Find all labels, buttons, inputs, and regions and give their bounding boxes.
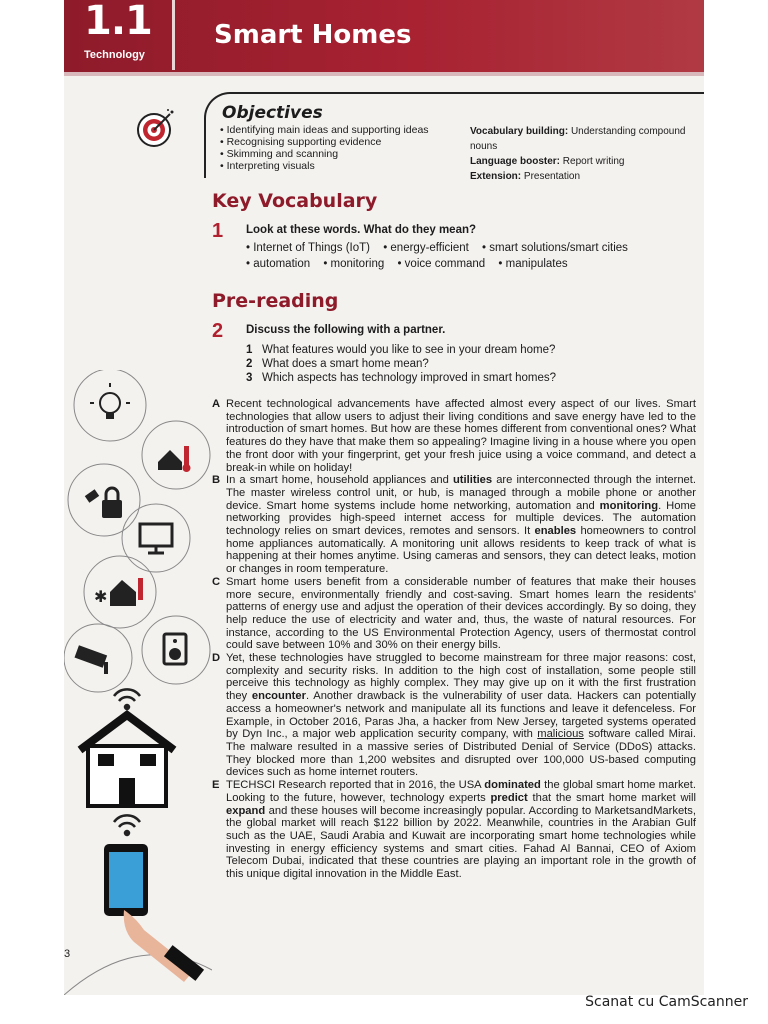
question-text: What does a smart home mean? [262, 358, 429, 370]
paragraph-text [226, 652, 696, 778]
bold-term: monitoring [599, 499, 659, 512]
exercise-number: 1 [212, 220, 224, 242]
paragraph-letter: B [212, 474, 221, 487]
monitor-icon [140, 524, 172, 553]
text-run: . Home networking provides high-speed internet access for multiple devices. The automation technology relies on smart devices, remotes and sensors. It [226, 499, 696, 538]
objective-item: • Interpreting visuals [220, 160, 315, 172]
text-run: and these houses will become increasingly popular. According to MarketsandMarkets, the global market will reach $122 billion by 2022. Meanwhile, countries in the Arabian Gulf such as the UAE, Saudi Arabia and Kuwait are incorporating smart home technologies while investing in energy efficiency systems and smart cities. Fahad Al Bannai, CEO of Axiom Telecom Dubai, indicated that these countries are playing an important role in the growth of this unique digital innovation in the Middle East. [226, 804, 696, 881]
objectives-list [220, 124, 429, 172]
language-booster-value: Report writing [562, 156, 625, 167]
bold-term: enables [534, 525, 577, 538]
objectives-skills [470, 124, 704, 184]
text-run: TECHSCI Research reported that in 2016, the USA [226, 779, 485, 792]
vocab-row [246, 242, 638, 254]
question-number: 3 [246, 372, 253, 384]
question-row [246, 358, 429, 370]
smartphone-icon [104, 844, 148, 916]
reading-paragraph [212, 652, 696, 779]
key-vocabulary-title: Key Vocabulary [212, 190, 378, 212]
hand-icon [124, 910, 204, 982]
vocab-item: • smart solutions/smart cities [482, 242, 628, 254]
reading-paragraph [212, 474, 696, 576]
paragraph-letter: A [212, 398, 221, 410]
language-booster-label: Language booster: [470, 156, 561, 167]
objective-item: • Recognising supporting evidence [220, 136, 382, 148]
vocab-item: • automation [246, 258, 311, 270]
lightbulb-icon [90, 383, 130, 419]
vocab-building-label: Vocabulary building: [470, 126, 569, 137]
reading-paragraph [212, 779, 696, 881]
question-number: 2 [246, 358, 253, 370]
textbook-page [64, 0, 704, 995]
vocab-building-line [470, 124, 704, 154]
reading-paragraph [212, 576, 696, 652]
text-run: Smart home users benefit from a considerable number of features that make their houses more secure, environmentally friendly and cost-saving. Smart homes learn the residents' patterns of energy use and adjust the operation of their devices accordingly. By so doing, they help reduce the use of electricity and water and, thus, the waste of natural resources. For instance, according to the US Environmental Protection Agency, users of thermostat control could save between 10% and 30% on their energy bills. [226, 575, 696, 652]
header-band [64, 0, 704, 72]
unit-number: 1.1 [84, 0, 152, 44]
house-icon [80, 715, 174, 806]
target-icon [136, 108, 176, 148]
vocab-item: • energy-efficient [383, 242, 469, 254]
bold-term: encounter [251, 690, 306, 703]
language-booster-line [470, 154, 704, 169]
underlined-term: malicious [537, 728, 584, 741]
cctv-camera-icon [75, 645, 108, 674]
snowflake-house-icon [94, 578, 143, 606]
vocab-row [246, 258, 578, 270]
chapter-title: Smart Homes [214, 20, 412, 50]
vocab-item: • monitoring [323, 258, 385, 270]
question-row [246, 372, 556, 384]
exercise-instruction: Discuss the following with a partner. [246, 324, 446, 336]
text-run: software called Mirai. The malware resulted in a massive series of Distributed Denial of Service (DDoS) attacks. They blocked more than 1,200 websites and disrupted over 100,000 US-based computing devices such as home internet routers. [226, 728, 696, 779]
text-run: the global smart home market. Looking to the future, however, technology experts [226, 779, 696, 804]
paragraph-letter: D [212, 652, 221, 665]
text-run: In a smart home, household appliances and [226, 474, 453, 487]
vocab-item: • Internet of Things (IoT) [246, 242, 370, 254]
header-stripe [64, 72, 704, 76]
text-run: . Another drawback is the vulnerability of user data. Hackers can potentially access a homeowner's network and manipulate all its functions and leave it defenceless. For Example, in October 2016, Paras Jha, a hacker from New Jersey, targeted systems operated by Dyn Inc., a major web application security company, with [226, 690, 696, 741]
reading-text [212, 398, 696, 881]
objectives-title: Objectives [222, 103, 323, 123]
reading-paragraph [212, 398, 696, 474]
wifi-icon [114, 689, 140, 709]
lock-icon [85, 488, 122, 518]
extension-value: Presentation [523, 171, 581, 182]
paragraph-letter: C [212, 575, 221, 588]
page-number: 3 [64, 948, 71, 960]
bold-term: utilities [452, 474, 493, 487]
text-run: are interconnected through the internet. The master wireless control unit, or hub, is managed through a mobile phone or another device. Smart home systems include home networking, automation and [226, 474, 696, 512]
question-number: 1 [246, 344, 253, 356]
text-run: Recent technological advancements have affected almost every aspect of our lives. Smart technologies that allow users to adjust their living conditions and save energy have led to the introduction of smart homes. But how are these homes different from conventional ones? What features do they have that make them so appealing? Imagine living in a house where you open the front door with your fingerprint, get your fresh juice using a voice command, and detect a break-in while on holiday! [226, 398, 696, 474]
text-run: homeowners to control home appliances automatically. A monitoring unit allows residents to keep track of what is happening at their homes anytime. Using cameras and sensors, they can detect leaks, motion or changes in room temperature. [226, 525, 696, 576]
text-run: that the smart home market will [527, 791, 697, 804]
bold-term: expand [226, 804, 266, 817]
bubble-outline [74, 370, 146, 441]
text-run: Yet, these technologies have struggled to become mainstream for three major reasons: cost, complexity and security risks. In addition to the high cost of installation, some people still perceive this technology as highly complex. They may give up on it with the first frustration they [226, 652, 696, 703]
pre-reading-title: Pre-reading [212, 290, 339, 312]
vocab-item: • voice command [397, 258, 486, 270]
scanner-watermark: Scanat cu CamScanner [585, 994, 748, 1010]
extension-line [470, 169, 704, 184]
question-row [246, 344, 555, 356]
smart-home-illustration [64, 370, 212, 995]
question-text: Which aspects has technology improved in smart homes? [262, 372, 557, 384]
house-thermometer-icon [158, 446, 191, 472]
objective-item: • Skimming and scanning [220, 148, 339, 160]
vocab-building-value: Understanding compound nouns [470, 126, 686, 152]
unit-label: Technology [84, 49, 145, 61]
paragraph-text [226, 474, 696, 575]
objective-item: • Identifying main ideas and supporting ideas [220, 124, 429, 136]
unit-box [64, 0, 175, 70]
vocab-item: • manipulates [498, 258, 568, 270]
paragraph-text [226, 779, 696, 880]
bold-term: dominated [484, 779, 541, 792]
extension-label: Extension: [470, 171, 522, 182]
exercise-instruction: Look at these words. What do they mean? [246, 224, 477, 236]
paragraph-text [226, 576, 696, 652]
paragraph-text [226, 398, 696, 474]
bold-term: predict [490, 791, 528, 804]
wifi-icon [114, 815, 140, 835]
question-text: What features would you like to see in your dream home? [262, 344, 556, 356]
speaker-icon [164, 634, 186, 664]
paragraph-letter: E [212, 779, 220, 792]
svg-text:✱: ✱ [94, 587, 108, 606]
exercise-number: 2 [212, 320, 224, 342]
